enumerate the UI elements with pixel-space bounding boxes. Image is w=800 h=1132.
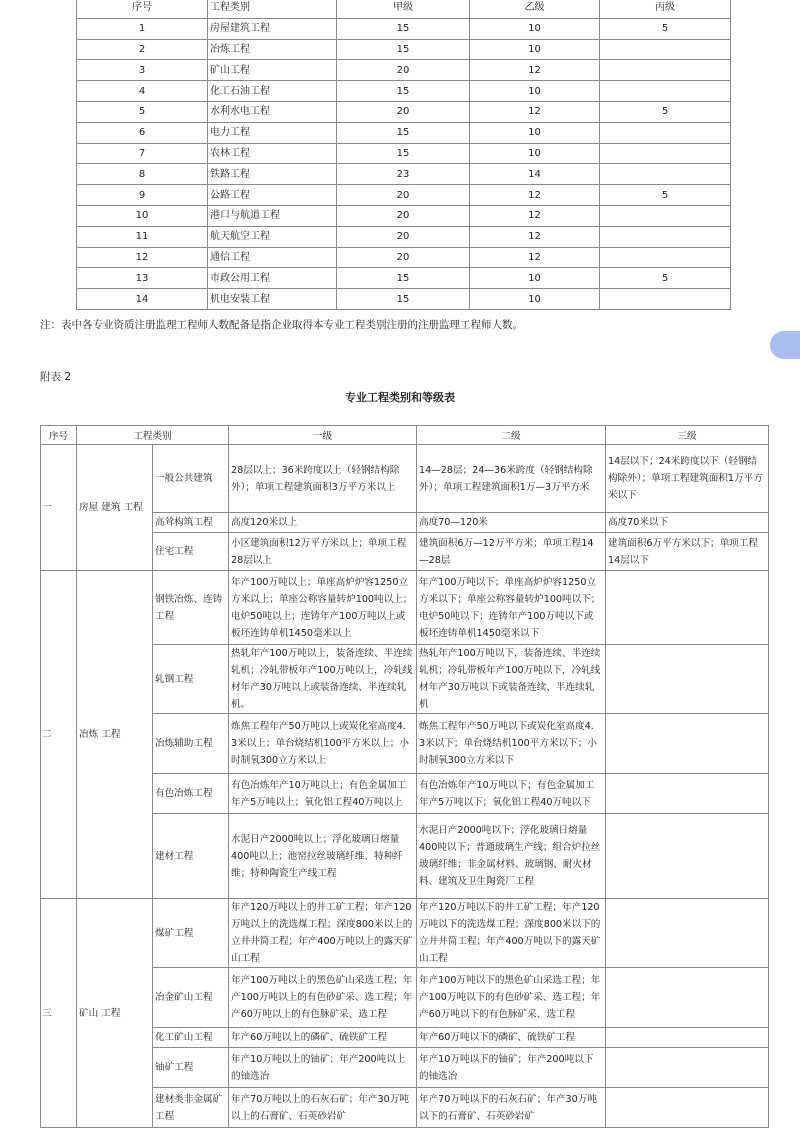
table-row [41, 899, 769, 968]
group-category: 冶炼 工程 [77, 571, 153, 899]
cell-category: 航天航空工程 [208, 226, 337, 247]
cell-grade-a: 20 [337, 226, 470, 247]
cell-grade-a: 15 [337, 81, 470, 102]
cell-grade-c: 5 [600, 185, 731, 206]
table-row [77, 247, 731, 268]
cell-grade-a: 20 [337, 60, 470, 81]
cell-grade-c [600, 143, 731, 164]
table-row [77, 143, 731, 164]
level-2-criteria: 年产70万吨以下的石灰石矿；年产30万吨以下的石膏矿、石英砂岩矿 [417, 1088, 606, 1128]
level-1-criteria: 热轧年产100万吨以上，装备连续、半连续轧机；冷轧带板年产100万吨以上，冷轧线材年产30万吨以上或装备连续、半连续轧机。 [229, 645, 417, 714]
level-2-criteria: 年产100万吨以下的黑色矿山采选工程；年产100万吨以下的有色砂矿采、选工程；年产60万吨以下的有色脉矿采、选工程 [417, 968, 606, 1028]
sub-category: 冶炼辅助工程 [153, 714, 229, 774]
cell-grade-c: 5 [600, 268, 731, 289]
cell-grade-b: 12 [470, 185, 600, 206]
cell-grade-b: 12 [470, 205, 600, 226]
group-category: 矿山 工程 [77, 899, 153, 1128]
cell-grade-a: 15 [337, 268, 470, 289]
table-row [77, 205, 731, 226]
table-title: 专业工程类别和等级表 [345, 391, 455, 404]
sub-category: 高耸构筑工程 [153, 513, 229, 533]
cell-no: 8 [77, 164, 208, 185]
header-category: 工程类别 [208, 0, 337, 18]
table-row [77, 81, 731, 102]
level-3-criteria: 14层以下；24米跨度以下（轻钢结构除外）；单项工程建筑面积1万平方米以下 [606, 445, 769, 513]
cell-grade-a: 20 [337, 101, 470, 122]
cell-grade-b: 12 [470, 101, 600, 122]
header-level-2: 二级 [417, 426, 606, 445]
cell-no: 5 [77, 101, 208, 122]
level-1-criteria: 小区建筑面积12万平方米以上；单项工程28层以上 [229, 533, 417, 571]
cell-no: 10 [77, 205, 208, 226]
cell-grade-a: 15 [337, 289, 470, 310]
cell-grade-a: 15 [337, 143, 470, 164]
level-1-criteria: 年产60万吨以上的磷矿、硫铁矿工程 [229, 1028, 417, 1048]
cell-category: 水利水电工程 [208, 101, 337, 122]
cell-grade-b: 10 [470, 143, 600, 164]
cell-grade-c [600, 205, 731, 226]
annex-label: 附表 2 [40, 371, 72, 383]
cell-grade-a: 20 [337, 205, 470, 226]
cell-no: 14 [77, 289, 208, 310]
level-3-criteria [606, 1048, 769, 1088]
level-3-criteria [606, 814, 769, 899]
sub-category: 煤矿工程 [153, 899, 229, 968]
level-3-criteria [606, 1088, 769, 1128]
level-2-criteria: 年产120万吨以下的井工矿工程；年产120万吨以下的洗选煤工程；深度800米以下的立井井筒工程；年产400万吨以下的露天矿山工程 [417, 899, 606, 968]
engineering-category-grade-table [40, 425, 769, 1128]
level-2-criteria: 有色冶炼年产10万吨以下；有色金属加工年产5万吨以下；氧化铝工程40万吨以下 [417, 774, 606, 814]
level-1-criteria: 年产100万吨以上的黑色矿山采选工程；年产100万吨以上的有色砂矿采、选工程；年产60万吨以上的有色脉矿采、选工程 [229, 968, 417, 1028]
cell-grade-b: 10 [470, 268, 600, 289]
cell-no: 13 [77, 268, 208, 289]
level-2-criteria: 建筑面积6万—12万平方米；单项工程14—28层 [417, 533, 606, 571]
level-1-criteria: 28层以上；36米跨度以上（轻钢结构除外）；单项工程建筑面积3万平方米以上 [229, 445, 417, 513]
level-2-criteria: 高度70—120米 [417, 513, 606, 533]
group-number: 二 [41, 571, 77, 899]
cell-grade-c [600, 60, 731, 81]
level-3-criteria [606, 899, 769, 968]
cell-category: 农林工程 [208, 143, 337, 164]
cell-category: 通信工程 [208, 247, 337, 268]
cell-grade-a: 15 [337, 122, 470, 143]
level-1-criteria: 年产120万吨以上的井工矿工程；年产120万吨以上的洗选煤工程；深度800米以上的立井井筒工程；年产400万吨以上的露天矿山工程 [229, 899, 417, 968]
table-row [77, 226, 731, 247]
cell-no: 7 [77, 143, 208, 164]
level-1-criteria: 年产100万吨以上；单座高炉炉容1250立方米以上；单座公称容量转炉100吨以上；电炉50吨以上；连铸年产100万吨以上或板坯连铸单机1450毫米以上 [229, 571, 417, 645]
cell-no: 12 [77, 247, 208, 268]
table-row [77, 18, 731, 39]
cell-category: 冶炼工程 [208, 39, 337, 60]
cell-category: 电力工程 [208, 122, 337, 143]
group-category: 房屋 建筑 工程 [77, 445, 153, 571]
table-row [41, 571, 769, 645]
cell-no: 3 [77, 60, 208, 81]
cell-category: 铁路工程 [208, 164, 337, 185]
cell-grade-c [600, 122, 731, 143]
table-row [77, 185, 731, 206]
cell-grade-c: 5 [600, 101, 731, 122]
level-3-criteria [606, 968, 769, 1028]
header-level-1: 一级 [229, 426, 417, 445]
cell-category: 机电安装工程 [208, 289, 337, 310]
cell-grade-b: 12 [470, 226, 600, 247]
cell-grade-c: 5 [600, 18, 731, 39]
cell-no: 11 [77, 226, 208, 247]
level-3-criteria: 建筑面积6万平方米以下；单项工程14层以下 [606, 533, 769, 571]
level-2-criteria: 年产100万吨以下；单座高炉炉容1250立方米以下；单座公称容量转炉100吨以下；电炉50吨以下；连铸年产100万吨以下或板坯连铸单机1450毫米以下 [417, 571, 606, 645]
cell-category: 港口与航道工程 [208, 205, 337, 226]
header-grade-c: 丙级 [600, 0, 731, 18]
cell-grade-b: 12 [470, 247, 600, 268]
cell-no: 6 [77, 122, 208, 143]
cell-no: 1 [77, 18, 208, 39]
level-2-criteria: 炼焦工程年产50万吨以下或炭化室高度4．3米以下；单台烧结机100平方米以下；小时制氧300立方米以下 [417, 714, 606, 774]
level-2-criteria: 年产60万吨以下的磷矿、硫铁矿工程 [417, 1028, 606, 1048]
table-row [77, 60, 731, 81]
cell-grade-b: 14 [470, 164, 600, 185]
level-1-criteria: 水泥日产2000吨以上；浮化玻璃日熔量400吨以上；池窑拉丝玻璃纤维、特种纤维；特种陶瓷生产线工程 [229, 814, 417, 899]
level-1-criteria: 年产70万吨以上的石灰石矿；年产30万吨以上的石膏矿、石英砂岩矿 [229, 1088, 417, 1128]
sub-category: 住宅工程 [153, 533, 229, 571]
cell-category: 公路工程 [208, 185, 337, 206]
sub-category: 有色冶炼工程 [153, 774, 229, 814]
table-row [77, 122, 731, 143]
level-1-criteria: 年产10万吨以上的铀矿；年产200吨以上的铀选冶 [229, 1048, 417, 1088]
group-number: 三 [41, 899, 77, 1128]
table-row [77, 39, 731, 60]
cell-grade-c [600, 289, 731, 310]
cell-grade-b: 10 [470, 81, 600, 102]
table-note: 注：表中各专业资质注册监理工程师人数配备是指企业取得本专业工程类别注册的注册监理工程师人数。 [40, 319, 523, 331]
cell-no: 2 [77, 39, 208, 60]
cell-grade-b: 10 [470, 18, 600, 39]
cell-grade-b: 10 [470, 39, 600, 60]
level-3-criteria [606, 714, 769, 774]
sub-category: 化工矿山工程 [153, 1028, 229, 1048]
scroll-to-top-button[interactable] [770, 331, 800, 359]
table-row [77, 164, 731, 185]
cell-grade-b: 10 [470, 122, 600, 143]
header-grade-b: 乙级 [470, 0, 600, 18]
sub-category: 轧钢工程 [153, 645, 229, 714]
level-2-criteria: 水泥日产2000吨以下；浮化玻璃日熔量400吨以下；普通玻璃生产线；组合炉拉丝玻璃纤维；非金属材料、玻璃钢、耐火材料、建筑及卫生陶瓷厂工程 [417, 814, 606, 899]
table-header-row [41, 426, 769, 445]
level-2-criteria: 热轧年产100万吨以下，装备连续、半连续轧机；冷轧带板年产100万吨以下，冷轧线材年产30万吨以下或装备连续、半连续轧机 [417, 645, 606, 714]
sub-category: 建材类非金属矿工程 [153, 1088, 229, 1128]
cell-no: 9 [77, 185, 208, 206]
header-category: 工程类别 [77, 426, 229, 445]
cell-grade-c [600, 81, 731, 102]
sub-category: 建材工程 [153, 814, 229, 899]
cell-no: 4 [77, 81, 208, 102]
level-3-criteria [606, 571, 769, 645]
table-header-row [77, 0, 731, 18]
cell-grade-a: 23 [337, 164, 470, 185]
cell-grade-a: 15 [337, 18, 470, 39]
level-2-criteria: 年产10万吨以下的铀矿；年产200吨以下的铀选冶 [417, 1048, 606, 1088]
table-row [77, 268, 731, 289]
level-2-criteria: 14—28层；24—36米跨度（轻钢结构除外）；单项工程建筑面积1万—3万平方米 [417, 445, 606, 513]
cell-category: 市政公用工程 [208, 268, 337, 289]
cell-category: 房屋建筑工程 [208, 18, 337, 39]
qualification-staffing-table [76, 0, 731, 310]
level-1-criteria: 炼焦工程年产50万吨以上或炭化室高度4．3米以上；单台烧结机100平方米以上；小时制氧300立方米以上 [229, 714, 417, 774]
header-level-3: 三级 [606, 426, 769, 445]
level-3-criteria: 高度70米以下 [606, 513, 769, 533]
level-1-criteria: 有色冶炼年产10万吨以上；有色金属加工年产5万吨以上；氧化铝工程40万吨以上 [229, 774, 417, 814]
cell-grade-c [600, 226, 731, 247]
header-no: 序号 [77, 0, 208, 18]
cell-grade-a: 15 [337, 39, 470, 60]
cell-category: 矿山工程 [208, 60, 337, 81]
cell-category: 化工石油工程 [208, 81, 337, 102]
sub-category: 钢铁冶炼、连铸工程 [153, 571, 229, 645]
table-row [77, 101, 731, 122]
level-3-criteria [606, 774, 769, 814]
table-row [41, 445, 769, 513]
sub-category: 一般公共建筑 [153, 445, 229, 513]
table-body [41, 445, 769, 1128]
level-1-criteria: 高度120米以上 [229, 513, 417, 533]
cell-grade-c [600, 247, 731, 268]
cell-grade-a: 20 [337, 247, 470, 268]
cell-grade-c [600, 164, 731, 185]
level-3-criteria [606, 1028, 769, 1048]
table-body [77, 18, 731, 309]
group-number: 一 [41, 445, 77, 571]
cell-grade-b: 12 [470, 60, 600, 81]
cell-grade-a: 20 [337, 185, 470, 206]
sub-category: 铀矿工程 [153, 1048, 229, 1088]
header-no: 序号 [41, 426, 77, 445]
cell-grade-b: 10 [470, 289, 600, 310]
level-3-criteria [606, 645, 769, 714]
sub-category: 冶金矿山工程 [153, 968, 229, 1028]
table-row [77, 289, 731, 310]
header-grade-a: 甲级 [337, 0, 470, 18]
cell-grade-c [600, 39, 731, 60]
